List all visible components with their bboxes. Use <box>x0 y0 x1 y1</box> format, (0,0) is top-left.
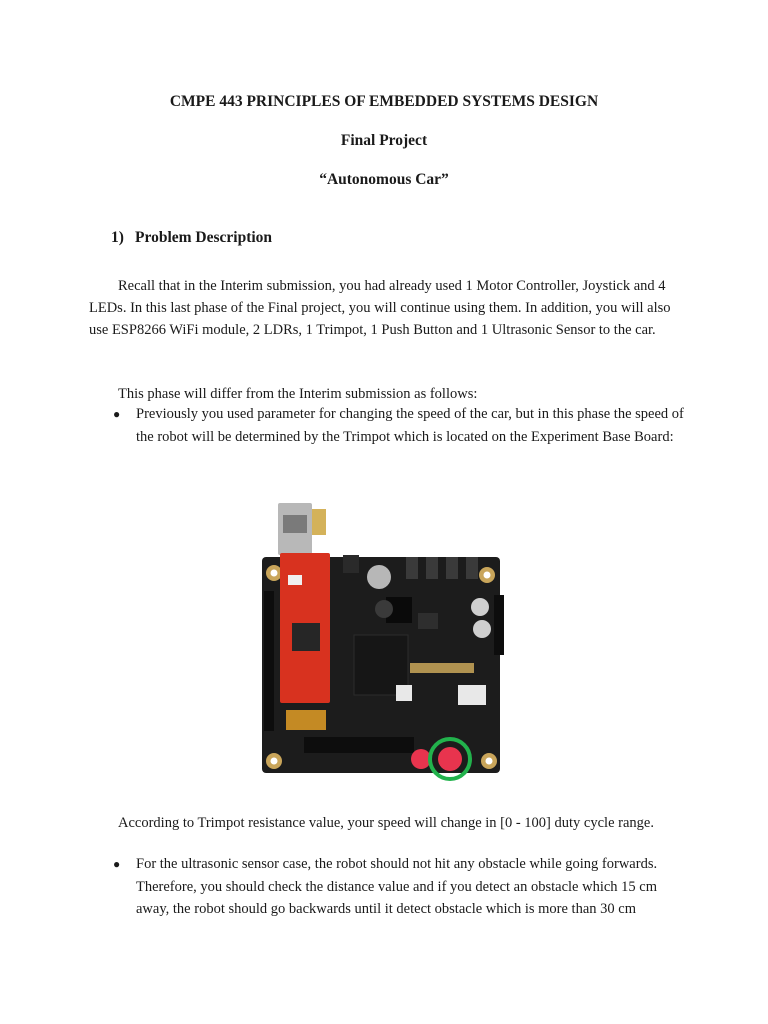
bullet-text-ultrasonic: For the ultrasonic sensor case, the robot should not hit any obstacle while going forwards. Therefore, you should check the distance value and if you detect an obstacle which 15 cm away, the robot should go backwards until it detect obstacle which is more than 30 cm <box>136 856 658 917</box>
experiment-base-board-image <box>258 495 506 785</box>
section-number: 1) <box>111 229 124 246</box>
intro-paragraph: Recall that in the Interim submission, you had already used 1 Motor Controller, Joystick and 4 LEDs. In this last phase of the Final project, you will continue using them. In addition, you will also use ESP8266 WiFi module, 2 LDRs, 1 Trimpot, 1 Push Button and 1 Ultrasonic Sensor to the car. <box>89 278 671 338</box>
bullet-item-speed <box>113 403 693 448</box>
course-title: CMPE 443 PRINCIPLES OF EMBEDDED SYSTEMS DESIGN <box>169 93 599 110</box>
differ-paragraph: This phase will differ from the Interim submission as follows: <box>118 386 478 402</box>
bullet-dot-icon: ● <box>113 407 121 421</box>
bullet-dot-icon: ● <box>113 857 121 871</box>
bullet-item-ultrasonic <box>113 853 693 921</box>
bullet-text-speed: Previously you used parameter for changing the speed of the car, but in this phase the speed of the robot will be determined by the Trimpot which is located on the Experiment Base Board: <box>136 406 684 445</box>
trimpot-note: According to Trimpot resistance value, your speed will change in [0 - 100] duty cycle range. <box>118 815 654 831</box>
section-title: Problem Description <box>135 229 273 246</box>
project-name: “Autonomous Car” <box>319 171 449 188</box>
section-heading <box>111 229 272 247</box>
document-subtitle: Final Project <box>340 132 428 149</box>
